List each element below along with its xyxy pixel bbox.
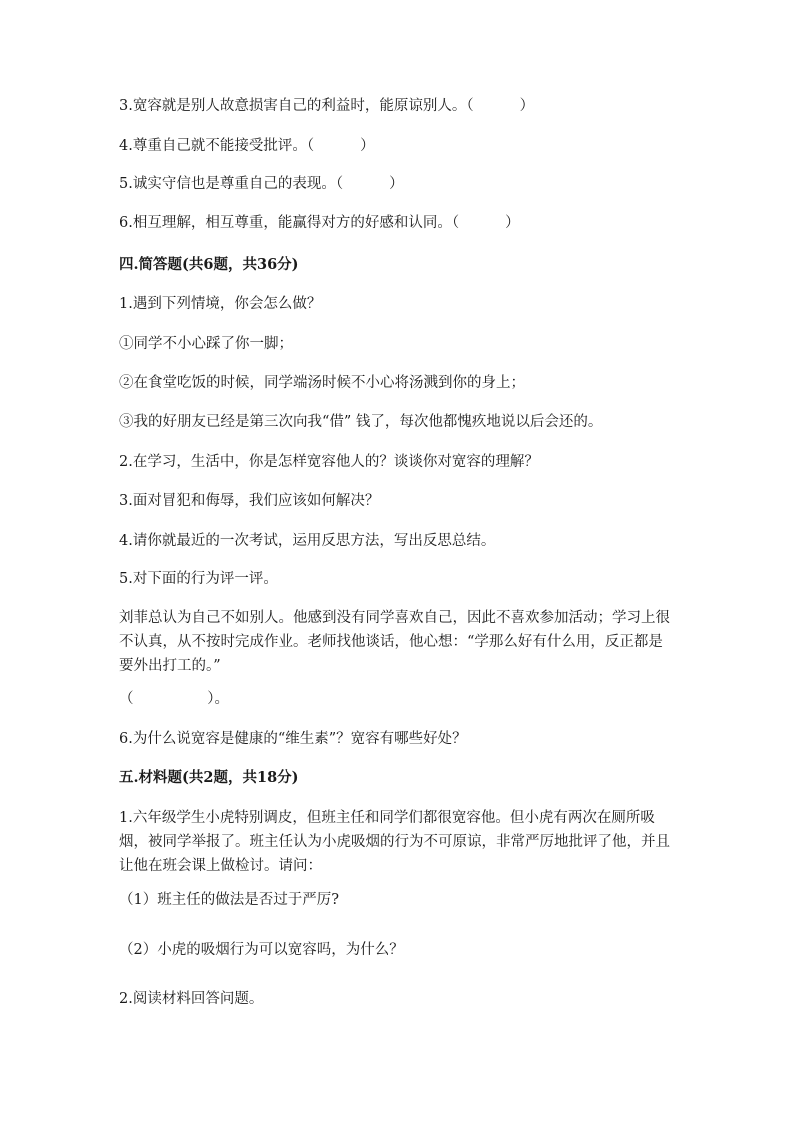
section-heading-material: 五.材料题(共2题，共18分) xyxy=(119,769,299,786)
question-1-situation-c: ③我的好朋友已经是第三次向我“借” 钱了，每次他都愧疚地说以后会还的。 xyxy=(119,414,603,430)
judgement-item-4: 4.尊重自己就不能接受批评。（ ） xyxy=(119,138,375,154)
question-3: 3.面对冒犯和侮辱，我们应该如何解决？ xyxy=(119,493,380,509)
judgement-item-6: 6.相互理解，相互尊重，能赢得对方的好感和认同。（ ） xyxy=(119,215,520,231)
question-1-situation-a: ①同学不小心踩了你一脚； xyxy=(119,336,293,352)
question-6: 6.为什么说宽容是健康的“维生素”？宽容有哪些好处？ xyxy=(119,731,467,747)
question-1: 1.遇到下列情境，你会怎么做？ xyxy=(119,296,322,312)
material-question-1-passage: 1.六年级学生小虎特别调皮，但班主任和同学们都很宽容他。但小虎有两次在厕所吸烟，被同学举报了。班主任认为小虎吸烟的行为不可原谅，非常严厉地批评了他，并且让他在班会课上做检讨。请问： xyxy=(119,810,670,874)
material-question-1-sub-1: （1）班主任的做法是否过于严厉? xyxy=(119,892,339,908)
question-1-situation-b: ②在食堂吃饭的时候，同学端汤时候不小心将汤溅到你的身上； xyxy=(119,375,525,391)
judgement-item-3: 3.宽容就是别人故意损害自己的利益时，能原谅别人。（ ） xyxy=(119,98,535,114)
question-5: 5.对下面的行为评一评。 xyxy=(119,571,278,587)
question-5-passage: 刘菲总认为自己不如别人。他感到没有同学喜欢自己，因此不喜欢参加活动；学习上很不认真，从不按时完成作业。老师找他谈话，他心想：“学那么好有什么用，反正都是要外出打工的。” xyxy=(119,610,670,674)
material-question-2: 2.阅读材料回答问题。 xyxy=(119,991,264,1007)
question-4: 4.请你就最近的一次考试，运用反思方法，写出反思总结。 xyxy=(119,533,496,549)
judgement-item-5: 5.诚实守信也是尊重自己的表现。（ ） xyxy=(119,176,404,192)
section-heading-short-answer: 四.简答题(共6题，共36分) xyxy=(119,256,299,273)
question-5-answer-blank: （ ）。 xyxy=(119,691,229,707)
material-question-1-sub-2: （2）小虎的吸烟行为可以宽容吗，为什么？ xyxy=(119,942,404,958)
question-2: 2.在学习，生活中，你是怎样宽容他人的？谈谈你对宽容的理解？ xyxy=(119,454,539,470)
